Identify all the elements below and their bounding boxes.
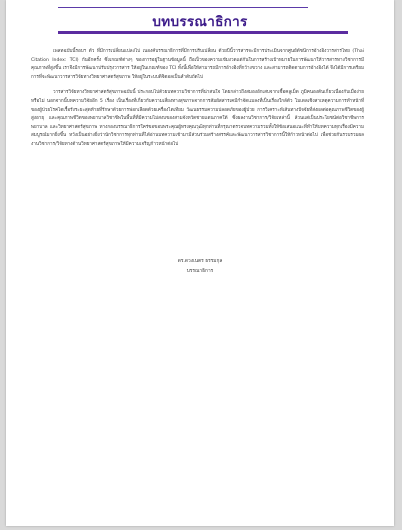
page-title: บทบรรณาธิการ (152, 14, 248, 30)
editorial-body (31, 48, 364, 157)
editorial-paragraph-1: เพลทฉบับนี้รอบฯ ตัว ที่มีการเปลี่ยนแปลงไป เนองค์บรรณาธิการที่มีการปรับเปลี่ยน ด้วยปีนี้วารสารจะมีการประเมินจากศูนย์ดัชนีการอ้างอิงวารสารไทย (Thai Citation Index: TCI) กันอีกครั้ง ซึ่งเกณฑ์ต่างๆ ของการอยู่ในฐานข้อมูลนี้ ถือเป็วของความเข้มงวดแต่กันในการสร้างเป้าหมายในการพัฒนาให้วารสารทางวิชาการมีคุณภาพที่สูงขึ้น เราจึงมีการพัฒนาปรับปรุงวารสาร ให้อยู่ในเกณฑ์ของ TCI ทั้งนี้เพื่อให้สามารถมีการอ้างอิงที่กว้างขวาง และสามารถติดตามการอ้างอิงได้ จึงได้มีการเตรียมการที่จะพัฒนาวารสารวิจัยทางวิทยาศาสตร์สุขภาพ ให้อยู่ในระบบดิจิตอลเป็นลำดับถัดไป (31, 49, 364, 80)
signatory-name: ดร.ดวงเนตร ธรรมกุล (177, 259, 223, 264)
header-rule-thick (58, 31, 348, 34)
editorial-paragraph-2: วารสารวิจัยทางวิทยาศาสตร์สุขภาพฉบับนี้ ประกอบไปด้วยบทความวิชาการที่น่าสนใจ โดยกล่าวถึงสมองอักเสบจากเชื้อคลูเม็ด ภูมิคนองต้นเกี่ยวเนื่องกับเมื่อง่ายหรือไม่ นอกจากนี้บทความวิจัยอีก 5 เรื่อง เป็นเรื่องที่เกี่ยวกับความเสี่ยงทางสุขภาพจากการสัมผัสสารเคมีกำจัดแมลงที่เป็นเรื่องใกล้ตัว โมเดลเชิงสาเหตุความการทำหน้าที่ของผู้ป่วยโรคไตเรื้อรังระยะสุดท้ายที่รักษาด้วยการฟอกเลือดด้วยเครื่องไตเทียม วัฒนธรรมความปลอดภัยของผู้ป่วย การวิเคราะห์เส้นทางปัจจัยที่ส่งผลต่อคุณภาพชีวิตของผู้สูงอายุ และคุณภาพชีวิตของพยาบาลวิชาชีพในพื้นที่ที่มีความไม่สงบของสามจังหวัดชายแดนภาคใต้ ซึ่งผลงานวิชาการ/วิจัยเหล่านี้ ล้วนแต่เป็นประโยชน์ต่อวิชาชีพการพยาบาล และวิทยาศาสตร์สุขภาพ ทางกองบรรณาธิการใคร่ขอขอบพระคุณผู้ทรงคุณวุฒิทุกท่านที่กรุณาตรวจบทความรวมทั้งให้ข้อเสนอแนะที่ทำให้บทความทุกเรื่องมีความสมบูรณ์มากยิ่งขึ้น หวังเป็นอย่างยิ่งว่านักวิชาการทุกท่านที่ได้อ่านบทความเข้ามามีส่วนร่วมสร้างสรรค์และพัฒนาวารสารวิชาการนี้ให้ก้าวหน้าต่อไป เพื่อช่วยกันรวบรวมผลงานวิชาการ/วิจัยทางด้านวิทยาศาสตร์สุขภาพให้มีความเจริญก้าวหน้าต่อไป (31, 90, 364, 147)
signatory-role: บรรณาธิการ (186, 269, 214, 274)
header-rule-thin (58, 7, 308, 8)
document-page (6, 0, 394, 526)
